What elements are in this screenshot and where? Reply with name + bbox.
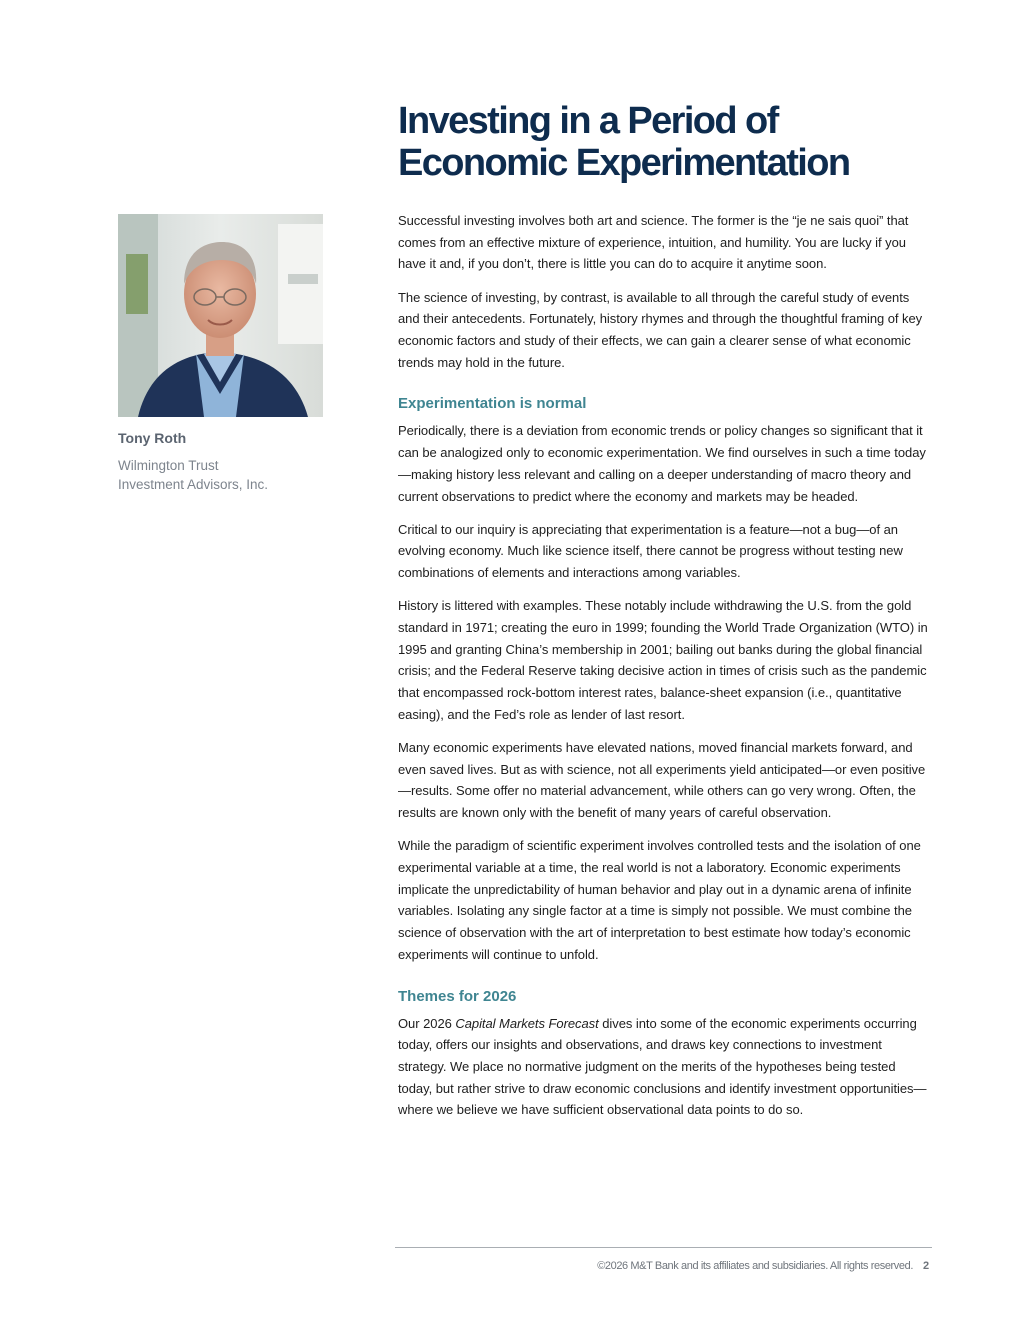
section2-paragraph-1	[398, 1013, 932, 1122]
section1-paragraph-3: History is littered with examples. These notably include withdrawing the U.S. from the gold standard in 1971; creating the euro in 1999; founding the World Trade Organization (WTO) in 1995 and granting China’s membership in 2001; bailing out banks during the global financial crisis; and the Federal Reserve taking decisive action in times of crisis such as the pandemic that encompassed rock-bottom interest rates, balance-sheet expansion (i.e., quantitative easing), and the Fed’s role as lender of last resort.	[398, 598, 928, 722]
author-org-line-2: Investment Advisors, Inc.	[118, 477, 269, 492]
article-body	[398, 210, 932, 1133]
author-organization	[118, 456, 338, 494]
section-heading-experimentation: Experimentation is normal	[398, 395, 587, 413]
section1-paragraph-5: While the paradigm of scientific experiment involves controlled tests and the isolation of one experimental variable at a time, the real world is not a laboratory. Economic experiments implicate the unpredictability of human behavior and play out in a dynamic arena of infinite variables. Isolating any single factor at a time is simply not possible. We must combine the science of observation with the art of interpretation to best estimate how today’s economic experiments will continue to unfold.	[398, 838, 921, 962]
intro-paragraph-2: The science of investing, by contrast, is available to all through the careful study of events and their antecedents. Fortunately, history rhymes and through the thoughtful framing of key economic factors and study of their effects, we can gain a clearer sense of what economic trends may hold in the future.	[398, 289, 923, 370]
author-org-line-1: Wilmington Trust	[118, 458, 219, 473]
section2-text-start: Our 2026	[398, 1015, 456, 1031]
author-name: Tony Roth	[118, 430, 187, 446]
author-photo	[118, 214, 323, 417]
section2-text-end: dives into some of the economic experiments occurring today, offers our insights and observations, and draws key connections to investment strategy. We place no normative judgment on the merits of the hypotheses being tested today, but rather strive to draw economic conclusions and identify investment opportunities—where we believe we have sufficient observational data points to do so.	[398, 1015, 927, 1118]
intro-paragraph-1: Successful investing involves both art and science. The former is the “je ne sais quoi” that comes from an effective mixture of experience, intuition, and humility. You are lucky if you have it and, if you don’t, there is little you can do to acquire it anytime soon.	[398, 213, 909, 272]
section1-paragraph-4: Many economic experiments have elevated nations, moved financial markets forward, and even saved lives. But as with science, not all experiments yield anticipated—or even positive—results. Some offer no material advancement, while others can go very wrong. Often, the results are known only with the benefit of many years of careful observation.	[398, 740, 926, 821]
section1-paragraph-2: Critical to our inquiry is appreciating that experimentation is a feature—not a bug—of an evolving economy. Much like science itself, there cannot be progress without testing new combinations of elements and interactions among variables.	[398, 521, 903, 581]
page-number: 2	[923, 1260, 930, 1272]
footer-copyright: ©2026 M&T Bank and its affiliates and subsidiaries. All rights reserved.	[597, 1260, 913, 1272]
footer-divider	[395, 1247, 932, 1248]
section-heading-themes: Themes for 2026	[398, 987, 517, 1005]
section1-paragraph-1: Periodically, there is a deviation from economic trends or policy changes so significant that it can be analogized only to economic experimentation. We find ourselves in such a time today—making history less relevant and calling on a deeper understanding of macro theory and current observations to predict where the economy and markets may be headed.	[398, 423, 926, 504]
title-line-2: Economic Experimentation	[398, 142, 850, 184]
publication-title: Capital Markets Forecast	[455, 1015, 599, 1031]
title-line-1: Investing in a Period of	[398, 100, 778, 142]
page-title	[398, 100, 938, 184]
